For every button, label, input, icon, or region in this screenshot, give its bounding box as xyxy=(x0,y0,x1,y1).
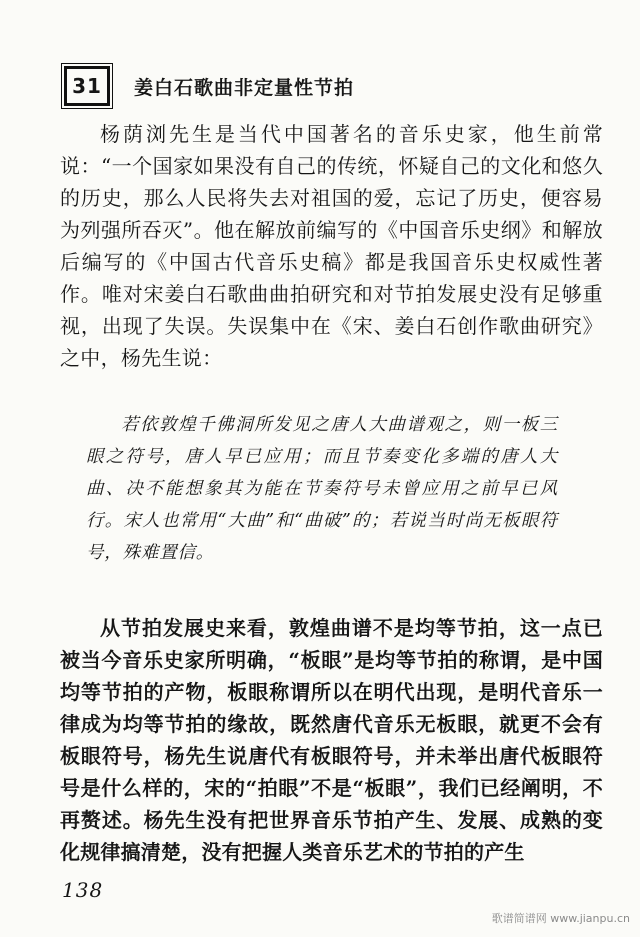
block-quote: 若依敦煌千佛洞所发见之唐人大曲谱观之，则一板三眼之符号，唐人早已应用；而且节奏变化多端的唐人大曲、决不能想象其为能在节奏符号未曾应用之前早已风行。宋人也常用“大曲”和“曲破”的；若说当时尚无板眼符号，殊难置信。 xyxy=(86,415,558,563)
section-heading xyxy=(64,64,354,108)
site-watermark: 歌谱简谱网 www.jianpu.cn xyxy=(491,912,630,925)
page-number: 138 xyxy=(62,878,104,902)
section-number: 31 xyxy=(72,74,102,98)
body-paragraph-2: 从节拍发展史来看，敦煌曲谱不是均等节拍，这一点已被当今音乐史家所明确，“板眼”是均等节拍的称谓，是中国均等节拍的产物，板眼称谓所以在明代出现，是明代音乐一律成为均等节拍的缘故，既然唐代音乐无板眼，就更不会有板眼符号，杨先生说唐代有板眼符号，并未举出唐代板眼符号是什么样的，宋的“拍眼”不是“板眼”，我们已经阐明，不再赘述。杨先生没有把世界音乐节拍产生、发展、成熟的变化规律搞清楚，没有把握人类音乐艺术的节拍的产生 xyxy=(60,616,603,864)
section-number-box xyxy=(64,66,110,106)
section-title: 姜白石歌曲非定量性节拍 xyxy=(134,76,355,99)
body-paragraph-1: 杨荫浏先生是当代中国著名的音乐史家，他生前常说：“一个国家如果没有自己的传统，怀疑自己的文化和悠久的历史，那么人民将失去对祖国的爱，忘记了历史，便容易为列强所吞灭”。他在解放前编写的《中国音乐史纲》和解放后编写的《中国古代音乐史稿》都是我国音乐史权威性著作。唯对宋姜白石歌曲曲拍研究和对节拍发展史没有足够重视，出现了失误。失误集中在《宋、姜白石创作歌曲研究》之中，杨先生说： xyxy=(60,122,603,370)
